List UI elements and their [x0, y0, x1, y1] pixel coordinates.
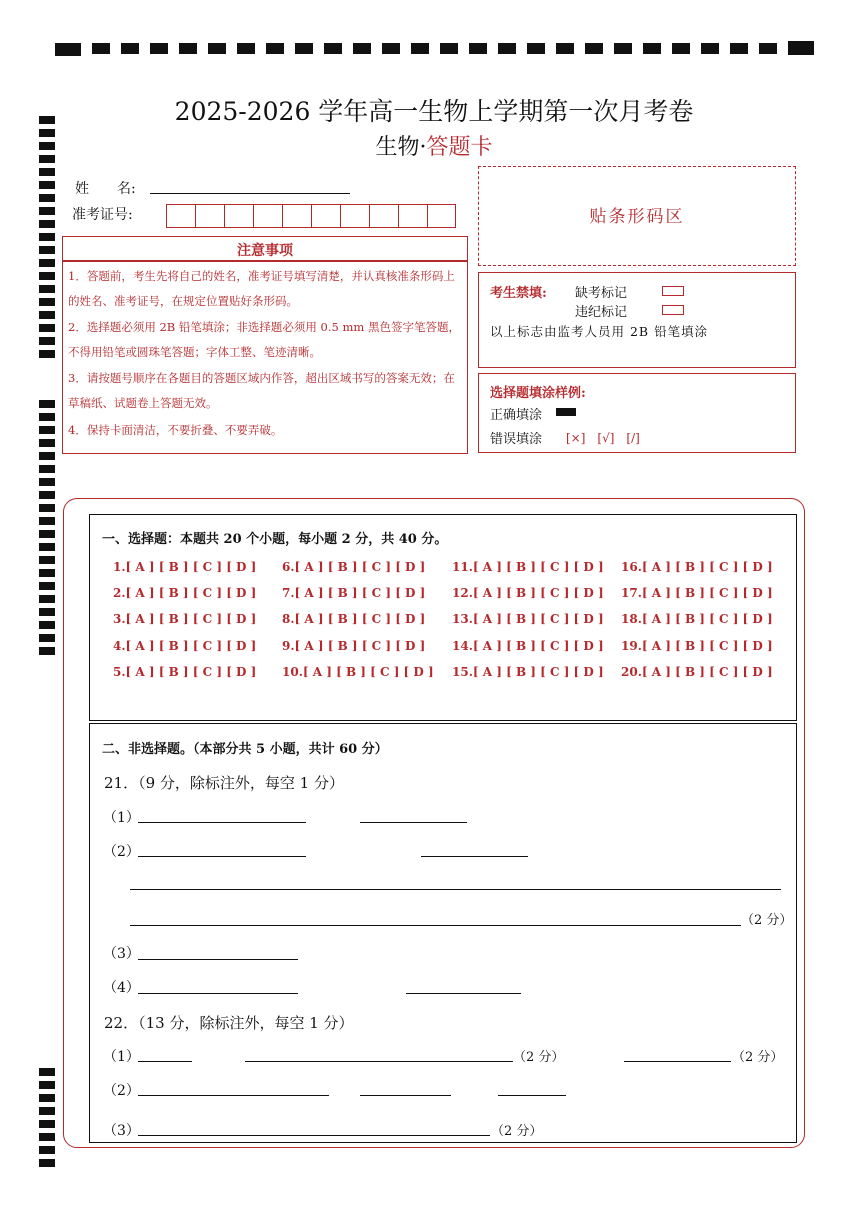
violation-mark-box[interactable] [662, 305, 684, 315]
mc-question[interactable]: 14.[ A ] [ B ] [ C ] [ D ] [452, 639, 604, 653]
q21-part4-label: （4） [103, 980, 140, 996]
q22-2-blank-c[interactable] [498, 1095, 566, 1096]
notice-heading: 注意事项 [237, 243, 293, 259]
wrong-fill-label: 错误填涂 [490, 432, 543, 447]
fill-example-title: 选择题填涂样例: [490, 386, 586, 401]
mc-question[interactable]: 9.[ A ] [ B ] [ C ] [ D ] [282, 639, 426, 653]
timing-mark [39, 350, 55, 358]
timing-mark [39, 1133, 55, 1141]
timing-mark [39, 530, 55, 538]
mc-question[interactable]: 17.[ A ] [ B ] [ C ] [ D ] [621, 586, 773, 600]
name-field[interactable] [150, 193, 350, 194]
barcode-label: 贴条形码区 [589, 207, 685, 227]
mc-question[interactable]: 11.[ A ] [ B ] [ C ] [ D ] [452, 560, 604, 574]
q21-2-blank-a[interactable] [138, 856, 306, 857]
section1-title: 一、选择题：本题共 20 个小题，每小题 2 分，共 40 分。 [102, 532, 448, 547]
q21-4-blank-b[interactable] [406, 993, 521, 994]
violation-label: 违纪标记 [575, 305, 628, 320]
timing-mark [39, 543, 55, 551]
correct-fill-label: 正确填涂 [490, 408, 543, 423]
absent-mark-box[interactable] [662, 286, 684, 296]
mc-question[interactable]: 13.[ A ] [ B ] [ C ] [ D ] [452, 612, 604, 626]
notice-item-2: 2．选择题必须用 2B 铅笔填涂；非选择题必须用 0.5 mm 黑色签字笔答题，不得用铅笔或圆珠笔答题；字体工整、笔迹清晰。 [68, 320, 460, 359]
timing-mark [39, 465, 55, 473]
mc-question[interactable]: 12.[ A ] [ B ] [ C ] [ D ] [452, 586, 604, 600]
timing-mark [39, 233, 55, 241]
timing-mark [39, 181, 55, 189]
mc-question[interactable]: 5.[ A ] [ B ] [ C ] [ D ] [113, 665, 257, 679]
timing-mark [39, 285, 55, 293]
timing-mark [39, 595, 55, 603]
q22-1-points-a: （2 分） [513, 1050, 565, 1065]
mc-question[interactable]: 18.[ A ] [ B ] [ C ] [ D ] [621, 612, 773, 626]
q21-2-blank-b[interactable] [421, 856, 528, 857]
q22-1-blank-c[interactable] [624, 1061, 731, 1062]
mc-question[interactable]: 7.[ A ] [ B ] [ C ] [ D ] [282, 586, 426, 600]
timing-mark [39, 337, 55, 345]
timing-mark [39, 1107, 55, 1115]
q21-3-blank[interactable] [138, 959, 298, 960]
timing-mark [39, 634, 55, 642]
q21-part3-label: （3） [103, 946, 140, 962]
mc-question[interactable]: 15.[ A ] [ B ] [ C ] [ D ] [452, 665, 604, 679]
timing-mark [39, 1146, 55, 1154]
name-label: 姓 名: [75, 181, 136, 197]
timing-mark [39, 569, 55, 577]
q22-heading: 22．（13 分，除标注外，每空 1 分） [104, 1014, 354, 1032]
notice-item-1: 1．答题前，考生先将自己的姓名，准考证号填写清楚，并认真核准条形码上的姓名、准考证号，在规定位置贴好条形码。 [68, 269, 455, 308]
timing-mark [39, 246, 55, 254]
wrong-fill-marks: [×] [√] [/] [566, 431, 640, 445]
q22-3-points: （2 分） [491, 1124, 543, 1139]
mc-question[interactable]: 3.[ A ] [ B ] [ C ] [ D ] [113, 612, 257, 626]
mc-question[interactable]: 6.[ A ] [ B ] [ C ] [ D ] [282, 560, 426, 574]
timing-mark [39, 413, 55, 421]
timing-mark [39, 1120, 55, 1128]
timing-mark [39, 608, 55, 616]
timing-mark [39, 400, 55, 408]
mc-question[interactable]: 20.[ A ] [ B ] [ C ] [ D ] [621, 665, 773, 679]
notice-item-3: 3．请按题号顺序在各题目的答题区域内作答，超出区域书写的答案无效；在草稿纸、试题卷上答题无效。 [68, 371, 455, 410]
q22-2-blank-a[interactable] [138, 1095, 329, 1096]
q21-1-blank-b[interactable] [360, 822, 467, 823]
page-title: 2025-2026 学年高一生物上学期第一次月考卷 [174, 97, 694, 126]
timing-mark [39, 1081, 55, 1089]
timing-mark [39, 556, 55, 564]
mc-question[interactable]: 4.[ A ] [ B ] [ C ] [ D ] [113, 639, 257, 653]
q21-4-blank-a[interactable] [138, 993, 298, 994]
timing-mark [39, 168, 55, 176]
q21-1-blank-a[interactable] [138, 822, 306, 823]
q22-part1-label: （1） [103, 1049, 140, 1065]
q22-part2-label: （2） [103, 1083, 140, 1099]
timing-mark [39, 517, 55, 525]
correct-fill-mark [556, 408, 576, 416]
absent-label: 缺考标记 [575, 286, 628, 301]
timing-mark [39, 582, 55, 590]
timing-mark [39, 478, 55, 486]
timing-mark [39, 439, 55, 447]
timing-mark [39, 194, 55, 202]
timing-mark [39, 311, 55, 319]
q21-part2-label: （2） [103, 844, 140, 860]
timing-mark [39, 1094, 55, 1102]
q21-part1-label: （1） [103, 810, 140, 826]
q22-1-blank-b[interactable] [245, 1061, 513, 1062]
subtitle-subject: 生物· [375, 135, 427, 160]
timing-mark [39, 1068, 55, 1076]
timing-mark [39, 298, 55, 306]
subtitle-card: 答题卡 [426, 135, 493, 160]
mc-question[interactable]: 10.[ A ] [ B ] [ C ] [ D ] [282, 665, 434, 679]
timing-mark [39, 426, 55, 434]
q22-2-blank-b[interactable] [360, 1095, 451, 1096]
q21-2-points: （2 分） [741, 913, 793, 928]
timing-mark [39, 621, 55, 629]
timing-mark [39, 647, 55, 655]
timing-mark [39, 207, 55, 215]
q22-1-points-b: （2 分） [732, 1050, 784, 1065]
timing-mark [39, 272, 55, 280]
timing-mark [39, 1159, 55, 1167]
section2-title: 二、非选择题。（本部分共 5 小题，共计 60 分） [102, 742, 388, 757]
mc-question[interactable]: 19.[ A ] [ B ] [ C ] [ D ] [621, 639, 773, 653]
mc-question[interactable]: 1.[ A ] [ B ] [ C ] [ D ] [113, 560, 257, 574]
exam-id-label: 准考证号: [72, 207, 133, 223]
notice-item-4: 4．保持卡面清洁，不要折叠、不要弄破。 [68, 423, 283, 437]
q21-2-long-line-2[interactable] [130, 925, 741, 926]
mc-question[interactable]: 16.[ A ] [ B ] [ C ] [ D ] [621, 560, 773, 574]
mc-question[interactable]: 2.[ A ] [ B ] [ C ] [ D ] [113, 586, 257, 600]
q22-3-blank[interactable] [138, 1135, 490, 1136]
mc-question[interactable]: 8.[ A ] [ B ] [ C ] [ D ] [282, 612, 426, 626]
q22-1-blank-a[interactable] [138, 1061, 192, 1062]
timing-mark [39, 491, 55, 499]
timing-mark [39, 504, 55, 512]
page-subtitle [0, 130, 868, 161]
timing-mark [39, 259, 55, 267]
timing-mark [39, 324, 55, 332]
timing-mark [39, 220, 55, 228]
timing-mark [39, 452, 55, 460]
q22-part3-label: （3） [103, 1123, 140, 1139]
forbidden-note: 以上标志由监考人员用 2B 铅笔填涂 [490, 324, 709, 339]
forbidden-title: 考生禁填: [490, 286, 547, 301]
q21-2-long-line-1[interactable] [130, 889, 781, 890]
q21-heading: 21．（9 分，除标注外，每空 1 分） [104, 774, 344, 792]
